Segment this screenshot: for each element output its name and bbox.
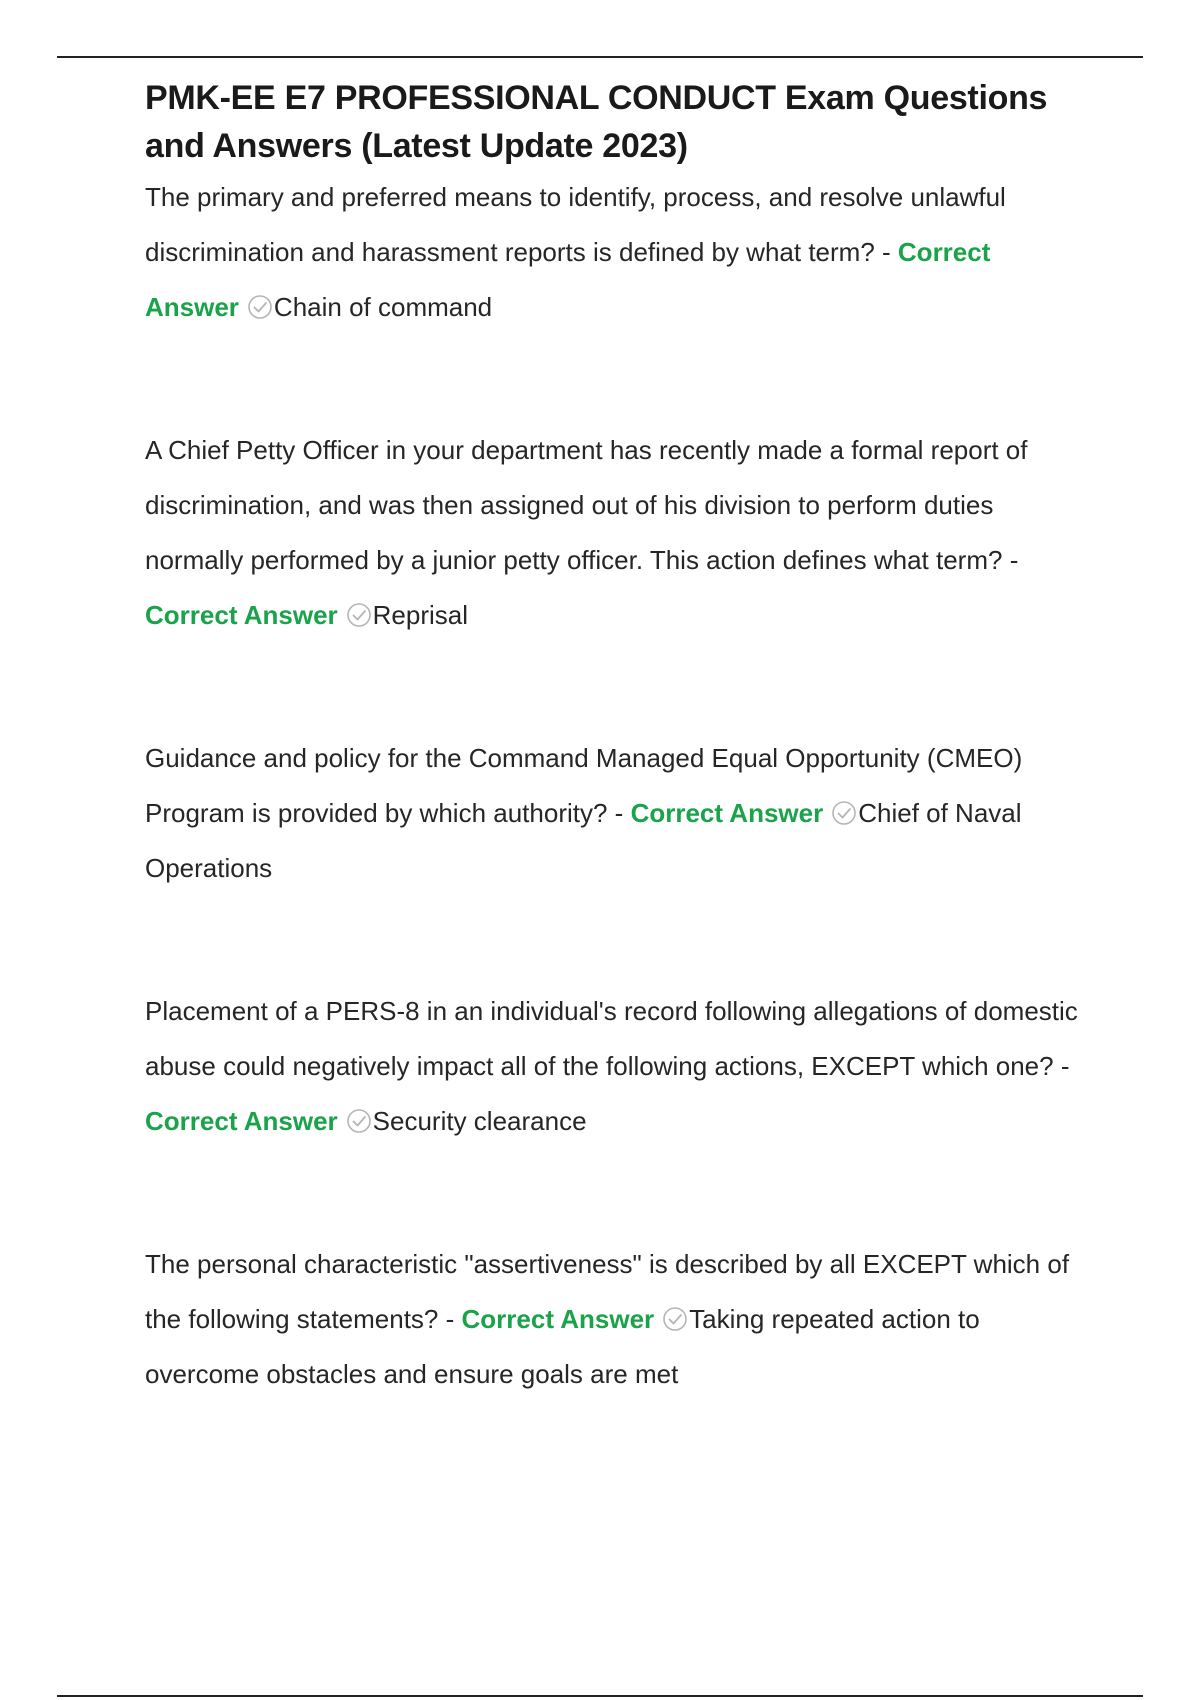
correct-answer-label: Correct Answer [461, 1304, 655, 1334]
separator: - [1002, 545, 1019, 575]
question-text: The personal characteristic "assertiveness" is described by all EXCEPT which of the following statements? [145, 1249, 1070, 1334]
correct-answer-label: Correct Answer [630, 798, 824, 828]
document-body [145, 74, 1085, 1490]
correct-answer-label: Correct Answer [145, 1106, 338, 1136]
check-circle-icon [346, 1108, 372, 1134]
check-circle-icon [346, 602, 372, 628]
separator: - [1053, 1051, 1070, 1081]
bottom-divider [57, 1695, 1143, 1697]
question-text: A Chief Petty Officer in your department has recently made a formal report of discrimination, and was then assigned out of his division to perform duties normally performed by a junior petty officer. This action defines what term? [145, 435, 1028, 575]
qa-item [145, 423, 1085, 643]
separator: - [438, 1304, 462, 1334]
answer-text: Taking repeated action to overcome obstacles and ensure goals are met [145, 1304, 980, 1389]
check-circle-icon [247, 294, 273, 320]
qa-list [145, 170, 1085, 1402]
separator: - [607, 798, 631, 828]
question-text: Placement of a PERS-8 in an individual's record following allegations of domestic abuse could negatively impact all of the following actions, EXCEPT which one? [145, 996, 1078, 1081]
document-title: PMK-EE E7 PROFESSIONAL CONDUCT Exam Questions and Answers (Latest Update 2023) [145, 79, 1048, 165]
answer-text: Reprisal [372, 600, 469, 630]
check-circle-icon [831, 800, 857, 826]
check-circle-icon [662, 1306, 688, 1332]
qa-item [145, 731, 1085, 896]
question-text: Guidance and policy for the Command Managed Equal Opportunity (CMEO) Program is provided by which authority? [145, 743, 1023, 828]
separator: - [874, 237, 898, 267]
qa-item [145, 984, 1085, 1149]
correct-answer-label: Correct Answer [145, 237, 991, 322]
answer-text: Chain of command [273, 292, 493, 322]
top-divider [57, 56, 1143, 58]
qa-item [145, 170, 1085, 335]
answer-text: Security clearance [372, 1106, 587, 1136]
qa-item [145, 1237, 1085, 1402]
answer-text: Chief of Naval Operations [145, 798, 1022, 883]
question-text: The primary and preferred means to identify, process, and resolve unlawful discrimination and harassment reports is defined by what term? [145, 182, 1006, 267]
correct-answer-label: Correct Answer [145, 600, 338, 630]
